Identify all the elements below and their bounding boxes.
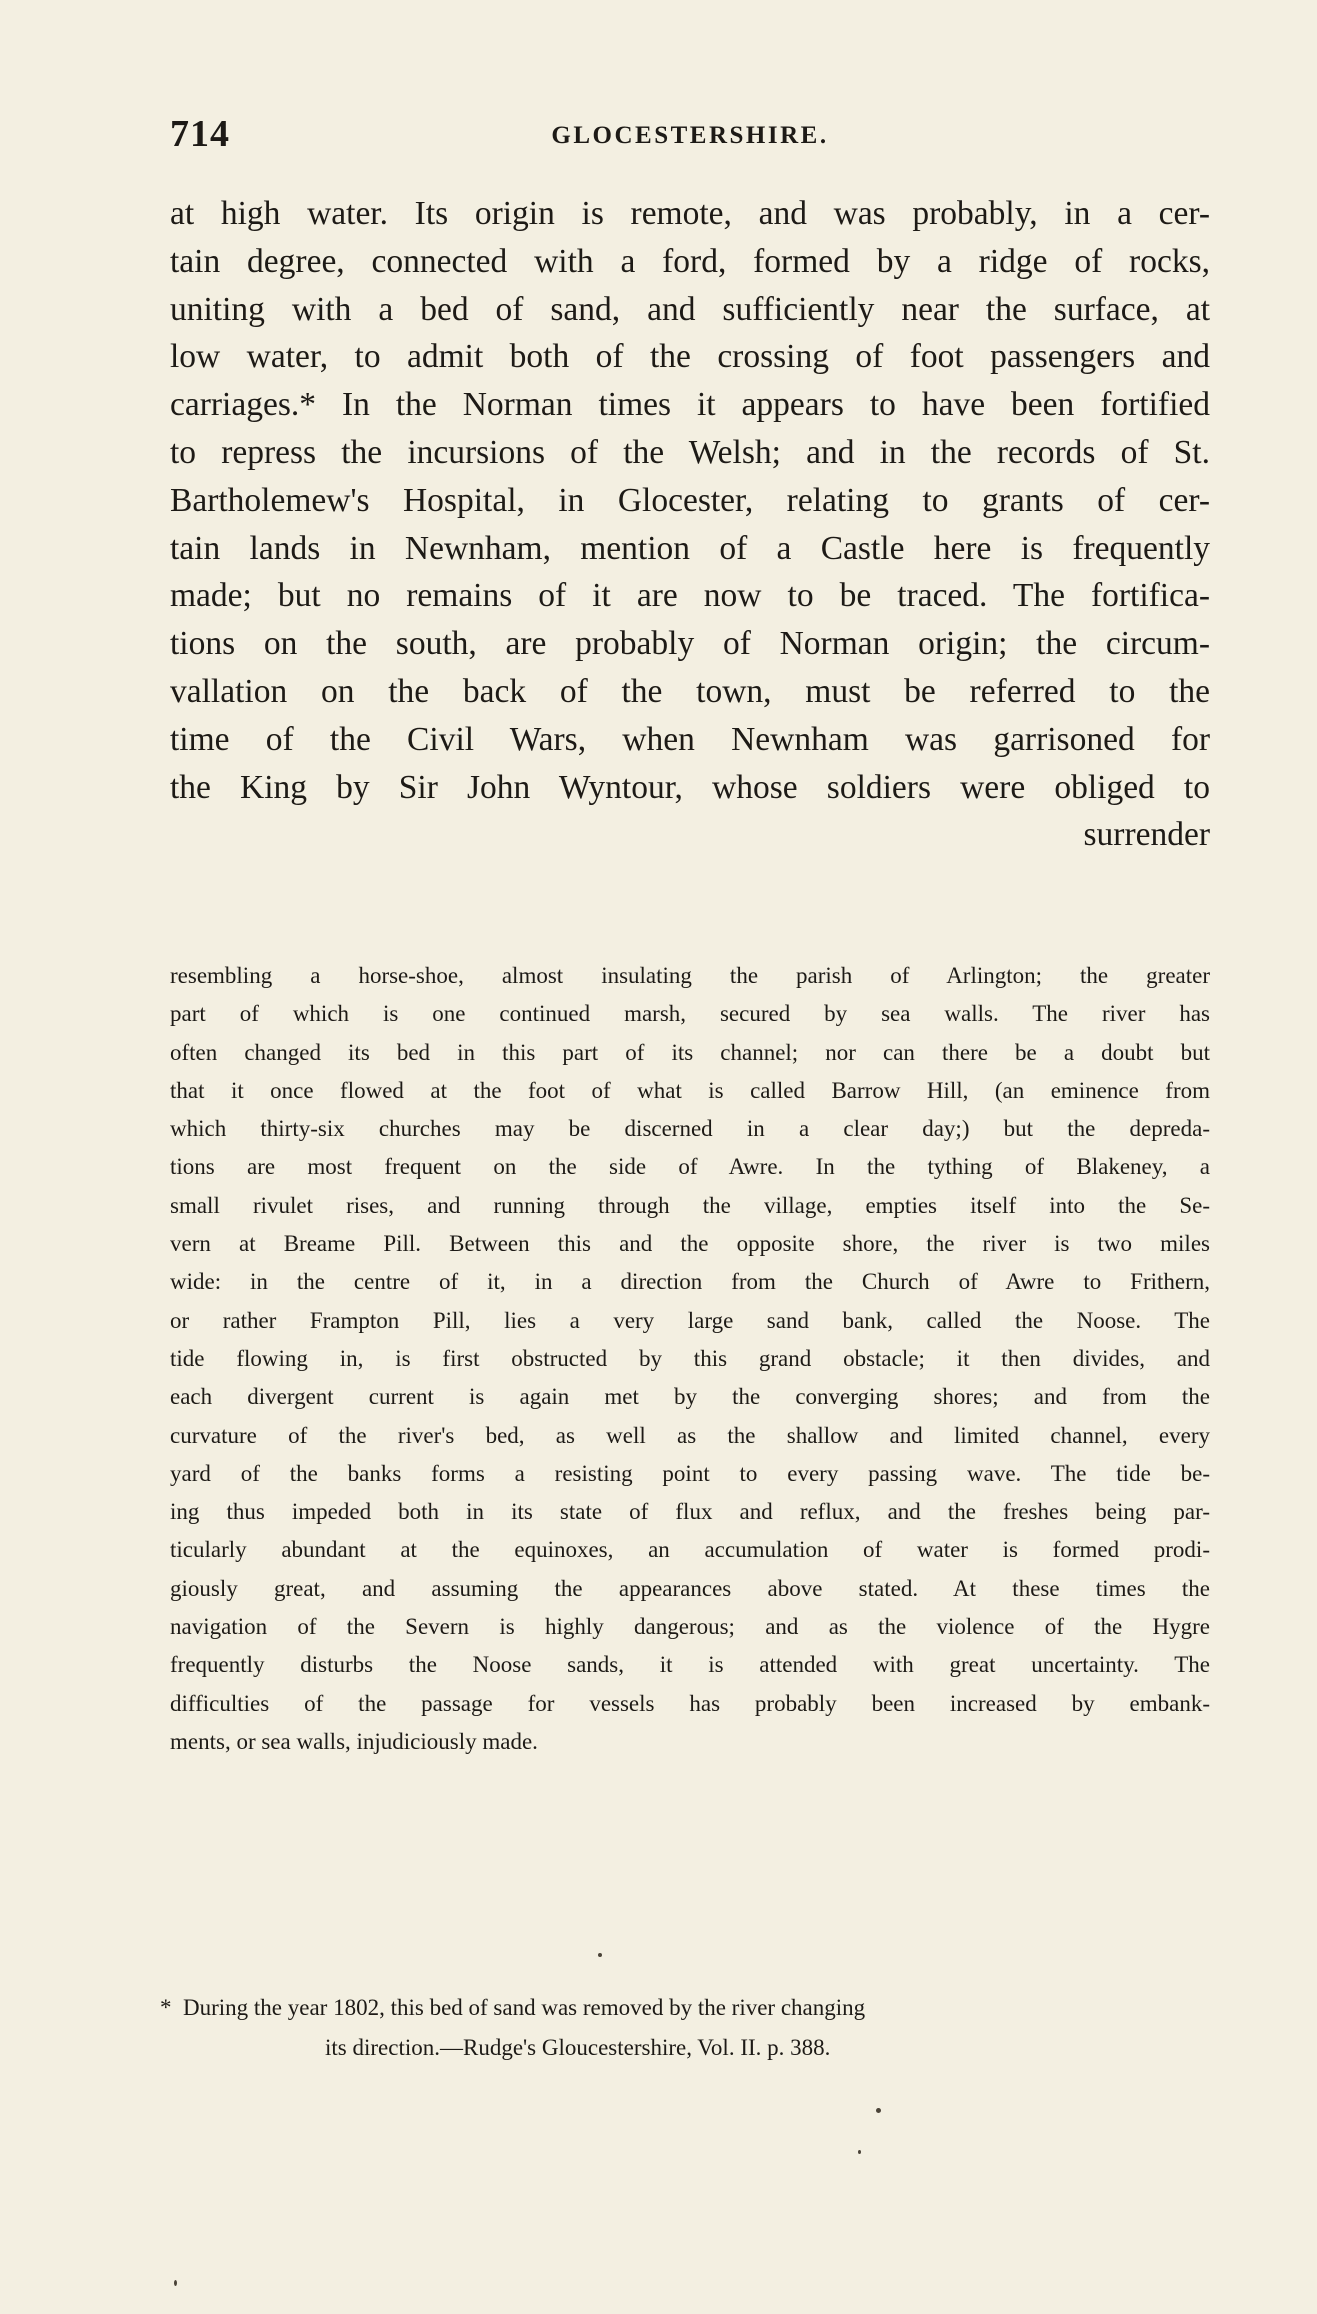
note-line: tide flowing in, is first obstructed by this grand obstacle; it then divides, and — [170, 1345, 1210, 1371]
text-line: uniting with a bed of sand, and sufficiently near the surface, at — [170, 290, 1210, 328]
note-line: each divergent current is again met by the converging shores; and from the — [170, 1384, 1210, 1410]
text-line: low water, to admit both of the crossing of foot passengers and — [170, 338, 1210, 376]
note-line: yard of the banks forms a resisting point to every passing wave. The tide be- — [170, 1460, 1210, 1486]
footnote-line — [160, 1988, 1210, 2028]
text-line: carriages.* In the Norman times it appears to have been fortified — [170, 386, 1210, 424]
text-line: the King by Sir John Wyntour, whose soldiers were obliged to — [170, 768, 1210, 806]
catchword: surrender — [1083, 816, 1210, 854]
note-line: curvature of the river's bed, as well as the shallow and limited channel, every — [170, 1422, 1210, 1448]
note-line: vern at Breame Pill. Between this and the opposite shore, the river is two miles — [170, 1231, 1210, 1257]
note-line: part of which is one continued marsh, secured by sea walls. The river has — [170, 1001, 1210, 1027]
note-line: ing thus impeded both in its state of flux and reflux, and the freshes being par- — [170, 1499, 1210, 1525]
page-number: 714 — [170, 113, 230, 155]
footnote-citation: its direction.—Rudge's Gloucestershire, Vol. II. p. 388. — [325, 2035, 831, 2060]
text-line: tain degree, connected with a ford, formed by a ridge of rocks, — [170, 242, 1210, 280]
footnote-text: During the year 1802, this bed of sand was removed by the river changing — [183, 1995, 866, 2020]
note-line: small rivulet rises, and running through the village, empties itself into the Se- — [170, 1192, 1210, 1218]
text-line: tain lands in Newnham, mention of a Castle here is frequently — [170, 529, 1210, 567]
text-line: time of the Civil Wars, when Newnham was garrisoned for — [170, 720, 1210, 758]
note-line: giously great, and assuming the appearances above stated. At these times the — [170, 1575, 1210, 1601]
page-header — [170, 112, 1210, 160]
note-line: tions are most frequent on the side of Awre. In the tything of Blakeney, a — [170, 1154, 1210, 1180]
print-speck — [858, 2150, 861, 2154]
footnote — [160, 1988, 1210, 2068]
note-line: frequently disturbs the Noose sands, it is attended with great uncertainty. The — [170, 1652, 1210, 1678]
text-line: Bartholemew's Hospital, in Glocester, relating to grants of cer- — [170, 481, 1210, 519]
note-line: navigation of the Severn is highly dangerous; and as the violence of the Hygre — [170, 1614, 1210, 1640]
print-speck — [174, 2280, 177, 2286]
note-line: or rather Frampton Pill, lies a very large sand bank, called the Noose. The — [170, 1307, 1210, 1333]
note-line: that it once flowed at the foot of what is called Barrow Hill, (an eminence from — [170, 1077, 1210, 1103]
note-line: ments, or sea walls, injudiciously made. — [170, 1728, 538, 1754]
note-line: which thirty-six churches may be discerned in a clear day;) but the depreda- — [170, 1116, 1210, 1142]
text-line: at high water. Its origin is remote, and was probably, in a cer- — [170, 195, 1210, 232]
print-speck — [876, 2108, 881, 2113]
text-line: to repress the incursions of the Welsh; and in the records of St. — [170, 433, 1210, 471]
text-line: made; but no remains of it are now to be traced. The fortifica- — [170, 577, 1210, 615]
running-title: GLOCESTERSHIRE. — [551, 122, 829, 149]
note-line: resembling a horse-shoe, almost insulating the parish of Arlington; the greater — [170, 963, 1210, 988]
text-line: vallation on the back of the town, must be referred to the — [170, 672, 1210, 710]
continued-note-block — [170, 957, 1210, 1761]
text-line: tions on the south, are probably of Norman origin; the circum- — [170, 625, 1210, 663]
note-line: wide: in the centre of it, in a direction from the Church of Awre to Frithern, — [170, 1269, 1210, 1295]
note-line: often changed its bed in this part of its channel; nor can there be a doubt but — [170, 1039, 1210, 1065]
main-text-block — [170, 190, 1210, 859]
note-line: ticularly abundant at the equinoxes, an accumulation of water is formed prodi- — [170, 1537, 1210, 1563]
print-speck — [598, 1953, 602, 1957]
footnote-marker: * — [160, 1995, 172, 2020]
note-line: difficulties of the passage for vessels has probably been increased by embank- — [170, 1690, 1210, 1716]
